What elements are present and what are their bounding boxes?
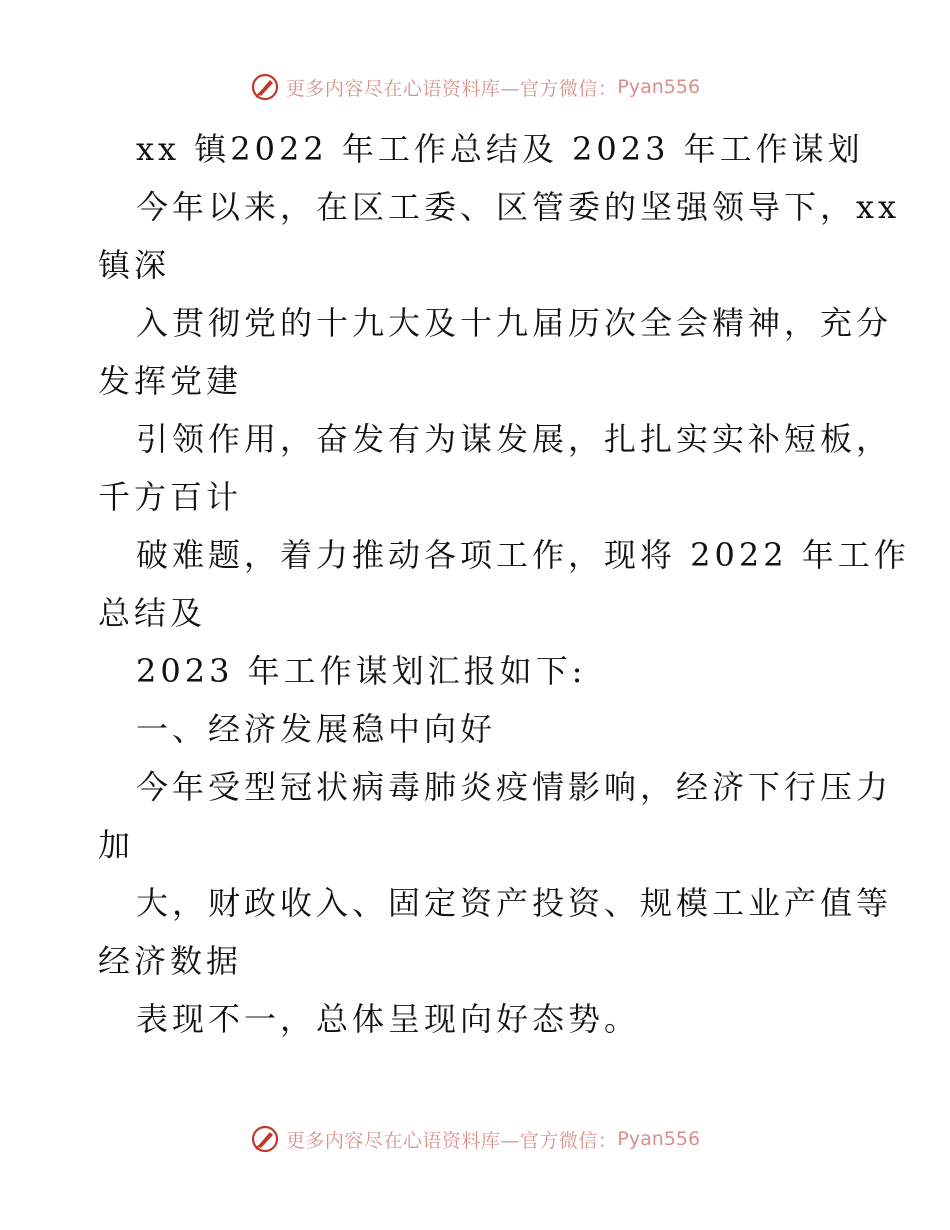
section-heading: 一、经济发展稳中向好 <box>136 710 497 748</box>
document-body <box>98 120 910 1048</box>
quill-pen-logo-icon <box>250 72 280 102</box>
paragraph-line: 镇深 <box>98 246 171 284</box>
paragraph-line: 发挥党建 <box>98 362 243 400</box>
paragraph-line: 入贯彻党的十九大及十九届历次全会精神，充分 <box>136 304 893 342</box>
paragraph-line: 引领作用，奋发有为谋发展，扎扎实实补短板， <box>136 420 893 458</box>
paragraph-line: 表现不一，总体呈现向好态势。 <box>136 1000 641 1038</box>
footer-watermark <box>0 1124 950 1154</box>
paragraph-line: 2023 年工作谋划汇报如下: <box>136 652 587 690</box>
paragraph-line: 今年受型冠状病毒肺炎疫情影响，经济下行压力 <box>136 768 893 806</box>
paragraph-line: 破难题，着力推动各项工作，现将 2022 年工作 <box>136 536 910 574</box>
paragraph-line: 经济数据 <box>98 942 243 980</box>
paragraph-line: 总结及 <box>98 594 207 632</box>
quill-pen-logo-icon <box>250 1124 280 1154</box>
header-watermark <box>0 72 950 102</box>
watermark-handle: Pyan556 <box>617 1128 701 1150</box>
document-title: xx 镇2022 年工作总结及 2023 年工作谋划 <box>136 130 864 168</box>
paragraph-line: 千方百计 <box>98 478 243 516</box>
paragraph-line: 大，财政收入、固定资产投资、规模工业产值等 <box>136 884 893 922</box>
paragraph-line: 今年以来，在区工委、区管委的坚强领导下，xx <box>136 188 901 226</box>
watermark-handle: Pyan556 <box>617 76 701 98</box>
paragraph-line: 加 <box>98 826 135 864</box>
watermark-text: 更多内容尽在心语资料库—官方微信： <box>285 1129 618 1152</box>
watermark-text: 更多内容尽在心语资料库—官方微信： <box>285 77 618 100</box>
